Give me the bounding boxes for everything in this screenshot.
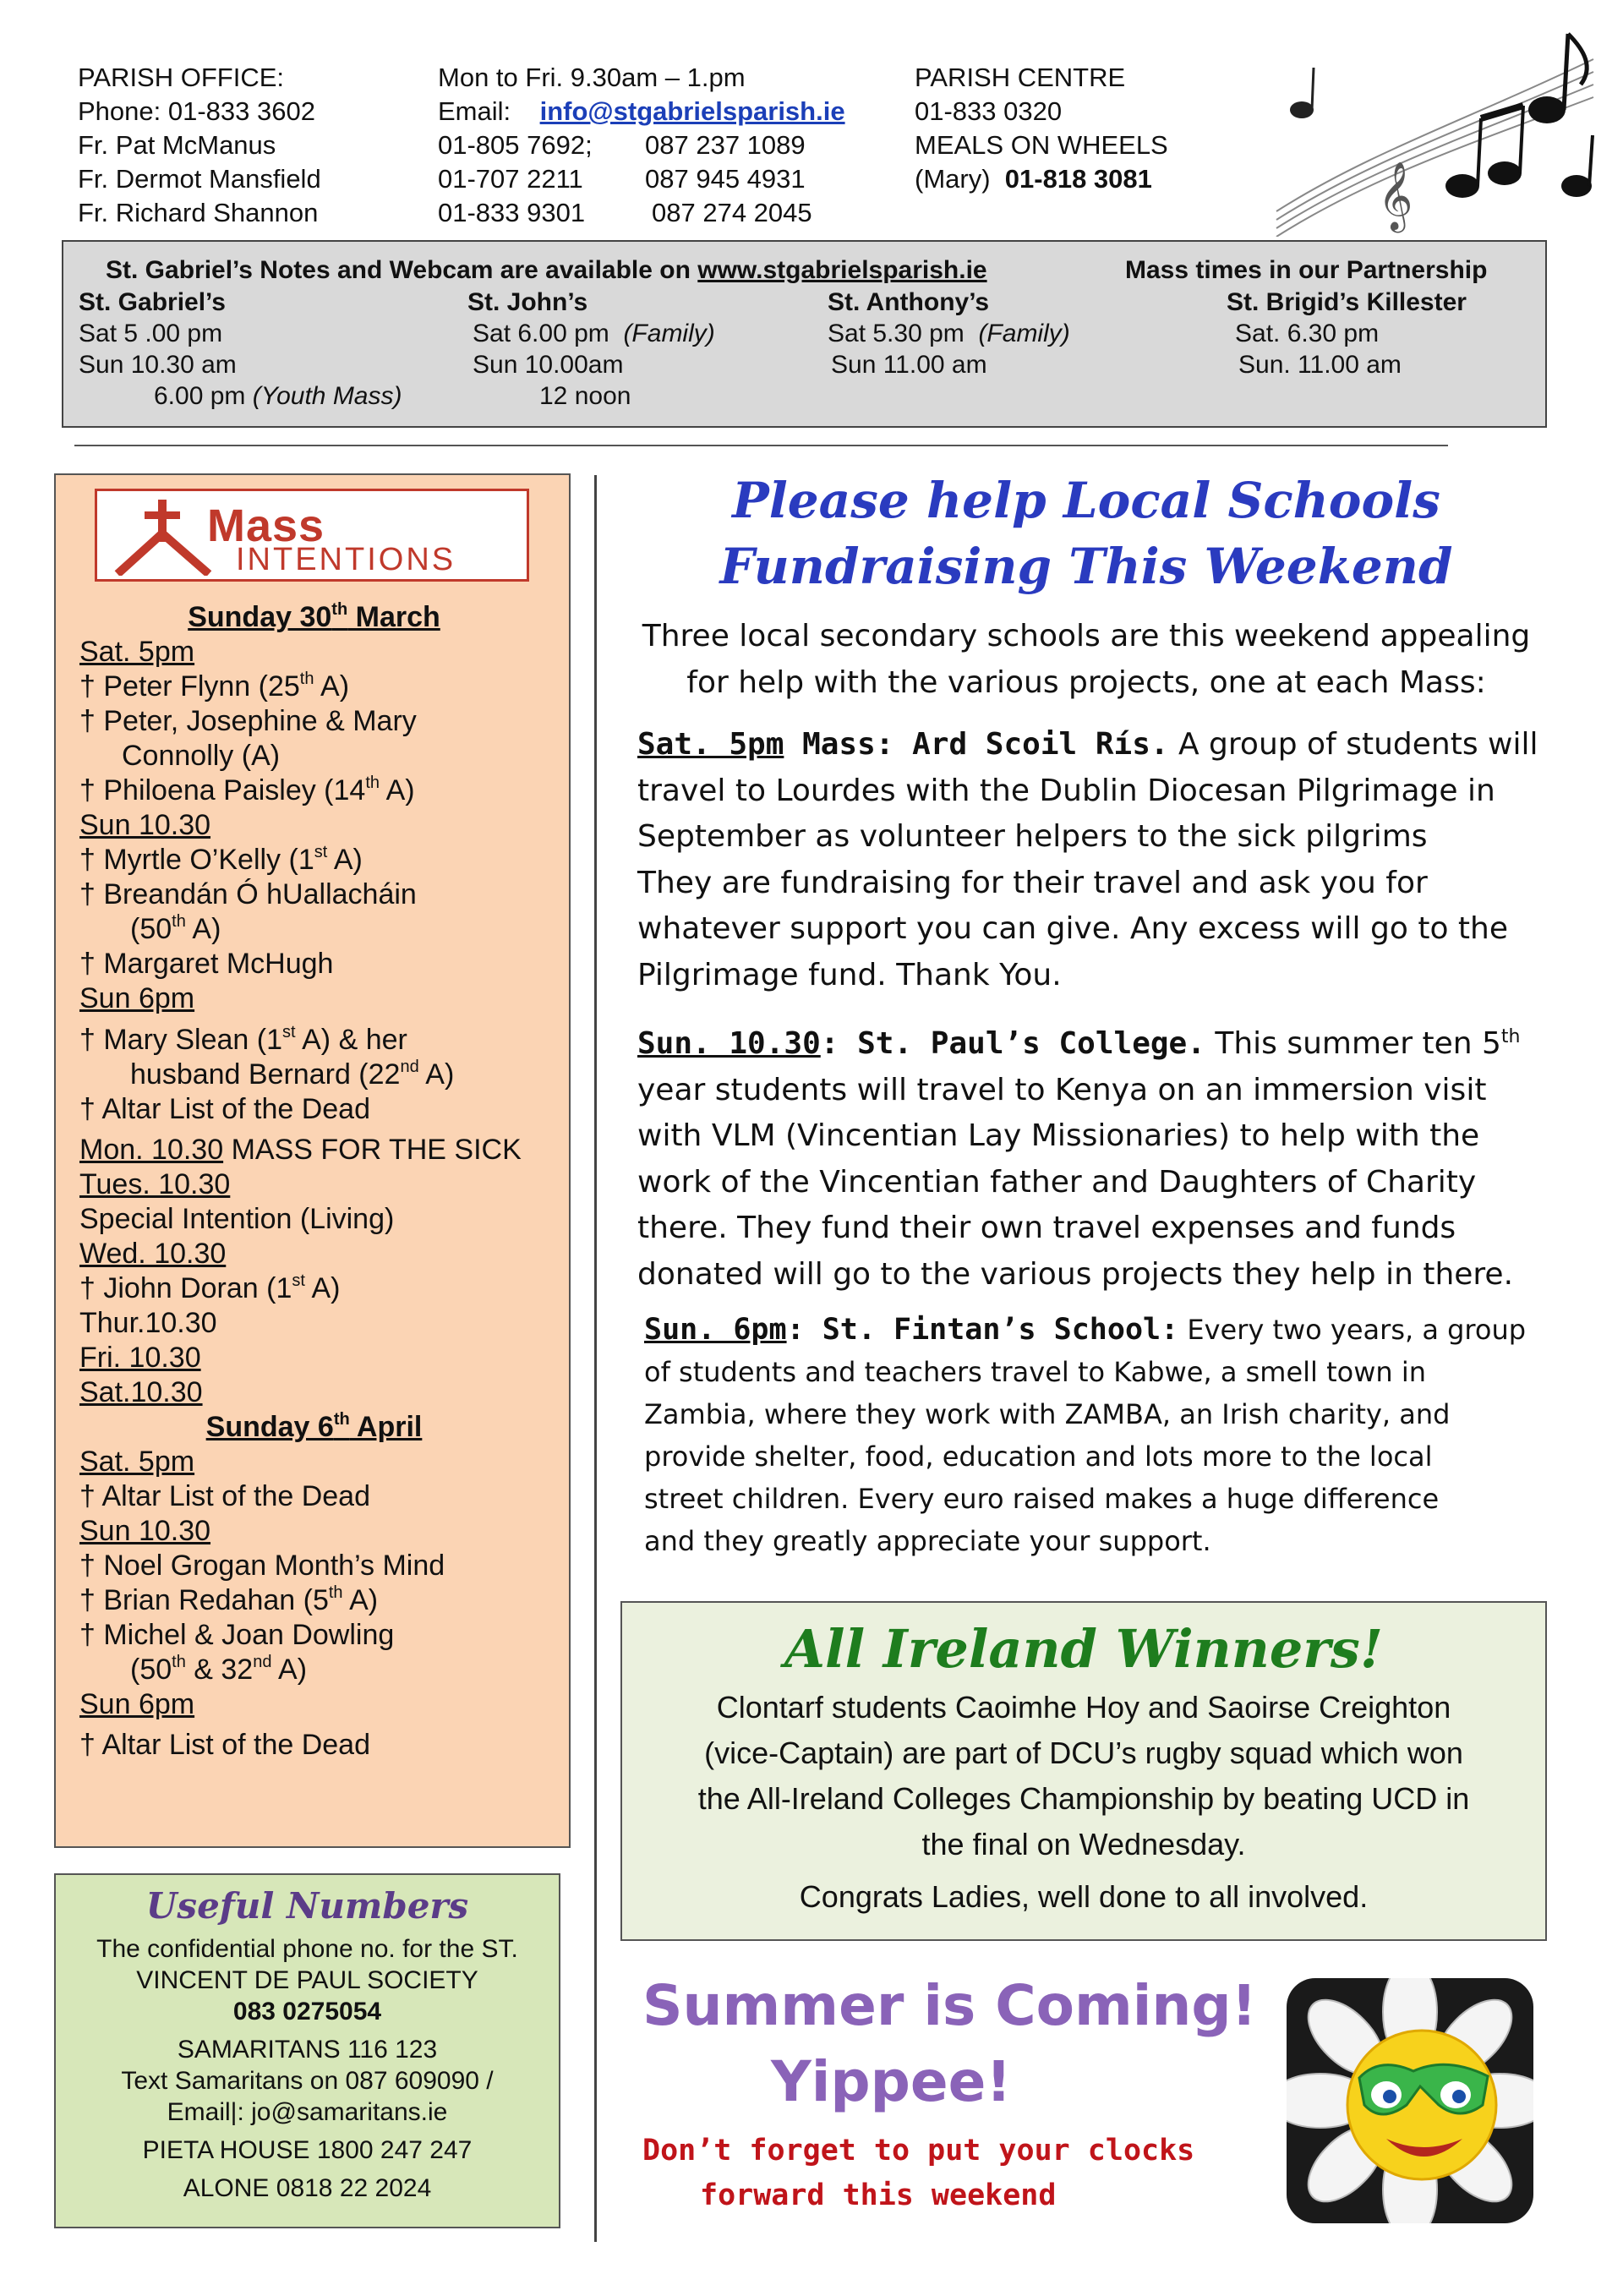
divider bbox=[74, 445, 1448, 446]
yippee-heading: Yippee! bbox=[771, 2049, 1012, 2114]
mass-time: Sun 10.30 am bbox=[79, 351, 237, 379]
paragraph-st-fintans: Sun. 6pm: St. Fintan’s School: Every two years, a group of students and teachers travel to Kabwe, a smell town in Zambia, where they work with ZAMBA, an Irish charity, and provide shelter, food, education and lots more to the local street children. Every euro raised makes a huge difference and they greatly appreciate your support. bbox=[644, 1313, 1527, 1557]
intention: † Breandán Ó hUallacháin bbox=[79, 878, 417, 910]
clocks-reminder-line1: Don’t forget to put your clocks bbox=[642, 2134, 1195, 2168]
intention: † Altar List of the Dead bbox=[79, 1480, 370, 1512]
priest-name: Fr. Dermot Mansfield bbox=[78, 164, 321, 194]
svg-text:𝄞: 𝄞 bbox=[1378, 161, 1413, 230]
mass-time: Sat 5 .00 pm bbox=[79, 320, 223, 347]
church-name: St. Anthony’s bbox=[828, 288, 990, 316]
church-name: St. Brigid’s Killester bbox=[1227, 288, 1467, 316]
music-notes-icon bbox=[1268, 25, 1598, 237]
useful-numbers-box bbox=[54, 1873, 560, 2228]
paragraph-st-pauls: Sun. 10.30: St. Paul’s College. This summer ten 5th year students will travel to Kenya on an immersion visit with VLM (Vincentian Lay Missionaries) to help with the work of the Vincentian father and Daughters of Charity there. They fund their own travel expenses and funds donated will go to the various projects they help in there. bbox=[637, 1026, 1521, 1292]
logo-word-mass: Mass bbox=[207, 500, 325, 551]
email-row bbox=[438, 95, 845, 128]
mass-time: Sun. 11.00 am bbox=[1238, 351, 1402, 379]
intention: † Mary Slean (1st A) & her bbox=[79, 1023, 407, 1056]
mass-time: Sat. 6.30 pm bbox=[1235, 320, 1380, 347]
summer-heading: Summer is Coming! bbox=[642, 1973, 1257, 2038]
intention: † Noel Grogan Month’s Mind bbox=[79, 1550, 445, 1582]
mass-time: 12 noon bbox=[539, 382, 631, 410]
office-hours: Mon to Fri. 9.30am – 1.pm bbox=[438, 63, 746, 92]
intention: husband Bernard (22nd A) bbox=[130, 1058, 455, 1091]
paragraph-ard-scoil-ris: Sat. 5pm Mass: Ard Scoil Rís. A group of students will travel to Lourdes with the Dublin Diocesan Pilgrimage in September as volunteer helpers to the sick pilgrims They are fundraising for their travel and ask you for whatever support you can give. Any excess will go to the Pilgrimage fund. Thank You. bbox=[637, 727, 1538, 992]
priest-mobile: 087 945 4931 bbox=[645, 164, 806, 194]
useful-line: The confidential phone no. for the ST. bbox=[96, 1935, 518, 1963]
mass-slot: Thur.10.30 bbox=[79, 1307, 217, 1339]
intention: Connolly (A) bbox=[122, 740, 281, 772]
parish-office-label: PARISH OFFICE: bbox=[78, 63, 285, 92]
intention: † Altar List of the Dead bbox=[79, 1729, 370, 1761]
intention: † Peter, Josephine & Mary bbox=[79, 705, 417, 737]
mass-time: Sat 6.00 pm (Family) bbox=[473, 320, 715, 347]
priest-mobile: 087 237 1089 bbox=[645, 130, 806, 160]
intention: † Philoena Paisley (14th A) bbox=[79, 774, 415, 806]
priest-phone: 01-805 7692; bbox=[438, 130, 593, 160]
intention: (50th A) bbox=[130, 912, 221, 945]
mass-slot: Sun 10.30 bbox=[79, 809, 211, 841]
mass-slot: Fri. 10.30 bbox=[79, 1342, 201, 1374]
mass-slot: Sun 6pm bbox=[79, 1688, 195, 1720]
intention: † Brian Redahan (5th A) bbox=[79, 1583, 379, 1616]
parish-office-column bbox=[78, 61, 321, 230]
parish-centre-phone: 01-833 0320 bbox=[915, 96, 1063, 126]
parish-centre-label: PARISH CENTRE bbox=[915, 63, 1126, 92]
meals-contact: (Mary) 01-818 3081 bbox=[915, 164, 1152, 194]
youth-mass: 6.00 pm (Youth Mass) bbox=[154, 382, 402, 410]
office-phone: Phone: 01-833 3602 bbox=[78, 96, 315, 126]
sunday-heading: Sunday 6th April bbox=[205, 1410, 423, 1443]
winners-body: Clontarf students Caoimhe Hoy and Saoirse Creighton (vice-Captain) are part of DCU’s rugby squad which won the All-Ireland Colleges Championship by beating UCD in the final on Wednesday. Congrats Ladies, well done to all involved. bbox=[697, 1690, 1470, 1914]
winners-title: All Ireland Winners! bbox=[784, 1618, 1384, 1680]
sunday-heading: Sunday 30th March bbox=[188, 600, 440, 633]
partnership-heading: Mass times in our Partnership bbox=[1125, 256, 1488, 284]
intention: † Margaret McHugh bbox=[79, 948, 334, 980]
mass-times-box bbox=[62, 240, 1547, 428]
meals-on-wheels-label: MEALS ON WHEELS bbox=[915, 130, 1168, 160]
church-name: St. Gabriel’s bbox=[79, 288, 226, 316]
smiley-flower-icon bbox=[1287, 1978, 1533, 2223]
priest-name: Fr. Pat McManus bbox=[78, 130, 276, 160]
mass-time: Sun 10.00am bbox=[473, 351, 624, 379]
mass-time: Sun 11.00 am bbox=[831, 351, 987, 379]
useful-numbers-title: Useful Numbers bbox=[145, 1885, 469, 1927]
mass-slot: Wed. 10.30 bbox=[79, 1238, 227, 1270]
church-cross-icon bbox=[114, 498, 216, 576]
schools-title-line1: Please help Local Schools bbox=[732, 472, 1440, 529]
mass-intentions-box bbox=[54, 473, 571, 1848]
schools-title-line2: Fundraising This Weekend bbox=[719, 538, 1453, 595]
mass-slot: Sun 6pm bbox=[79, 982, 195, 1014]
priest-phone: 01-833 9301 bbox=[438, 198, 586, 227]
useful-line: Email|: jo@samaritans.ie bbox=[167, 2098, 448, 2126]
priest-mobile: 087 274 2045 bbox=[652, 198, 812, 227]
mobile-column bbox=[645, 128, 812, 230]
church-name: St. John’s bbox=[467, 288, 588, 316]
intention: † Altar List of the Dead bbox=[79, 1093, 370, 1125]
intention: † Jiohn Doran (1st A) bbox=[79, 1271, 341, 1304]
intention: (50th & 32nd A) bbox=[130, 1653, 308, 1686]
notes-webcam-line: St. Gabriel’s Notes and Webcam are available on www.stgabrielsparish.ie bbox=[106, 256, 987, 284]
mass-slot: Sat.10.30 bbox=[79, 1376, 203, 1408]
useful-line: PIETA HOUSE 1800 247 247 bbox=[142, 2136, 473, 2164]
intention: † Peter Flynn (25th A) bbox=[79, 670, 350, 702]
all-ireland-winners-box bbox=[620, 1601, 1547, 1941]
clocks-reminder-line2: forward this weekend bbox=[700, 2178, 1057, 2212]
intention: † Myrtle O’Kelly (1st A) bbox=[79, 843, 363, 876]
useful-line: VINCENT DE PAUL SOCIETY bbox=[136, 1966, 478, 1994]
mass-slot: Sat. 5pm bbox=[79, 636, 195, 668]
email-link[interactable]: info@stgabrielsparish.ie bbox=[539, 96, 845, 126]
website-link[interactable]: www.stgabrielsparish.ie bbox=[697, 256, 987, 284]
priest-phone: 01-707 2211 bbox=[438, 164, 583, 194]
weekday-mass: Mon. 10.30 MASS FOR THE SICK bbox=[79, 1134, 522, 1166]
priest-name: Fr. Richard Shannon bbox=[78, 198, 319, 227]
parish-centre-column bbox=[915, 61, 1168, 196]
intention: † Michel & Joan Dowling bbox=[79, 1619, 395, 1651]
schools-intro: Three local secondary schools are this weekend appealing for help with the various projects, one at each Mass: bbox=[642, 619, 1531, 700]
mass-slot: Tues. 10.30 bbox=[79, 1168, 231, 1200]
useful-line: ALONE 0818 22 2024 bbox=[183, 2174, 432, 2202]
useful-line: Text Samaritans on 087 609090 / bbox=[121, 2067, 494, 2095]
mass-intentions-logo bbox=[95, 489, 529, 582]
intention: Special Intention (Living) bbox=[79, 1203, 395, 1235]
mass-time: Sat 5.30 pm (Family) bbox=[828, 320, 1070, 347]
mass-slot: Sun 10.30 bbox=[79, 1515, 211, 1547]
column-divider bbox=[594, 475, 597, 2242]
logo-word-intentions: INTENTIONS bbox=[236, 542, 456, 577]
useful-line: SAMARITANS 116 123 bbox=[177, 2036, 438, 2064]
mass-slot: Sat. 5pm bbox=[79, 1446, 195, 1478]
useful-line: 083 0275054 bbox=[232, 1998, 382, 2025]
email-label: Email: bbox=[438, 96, 511, 126]
